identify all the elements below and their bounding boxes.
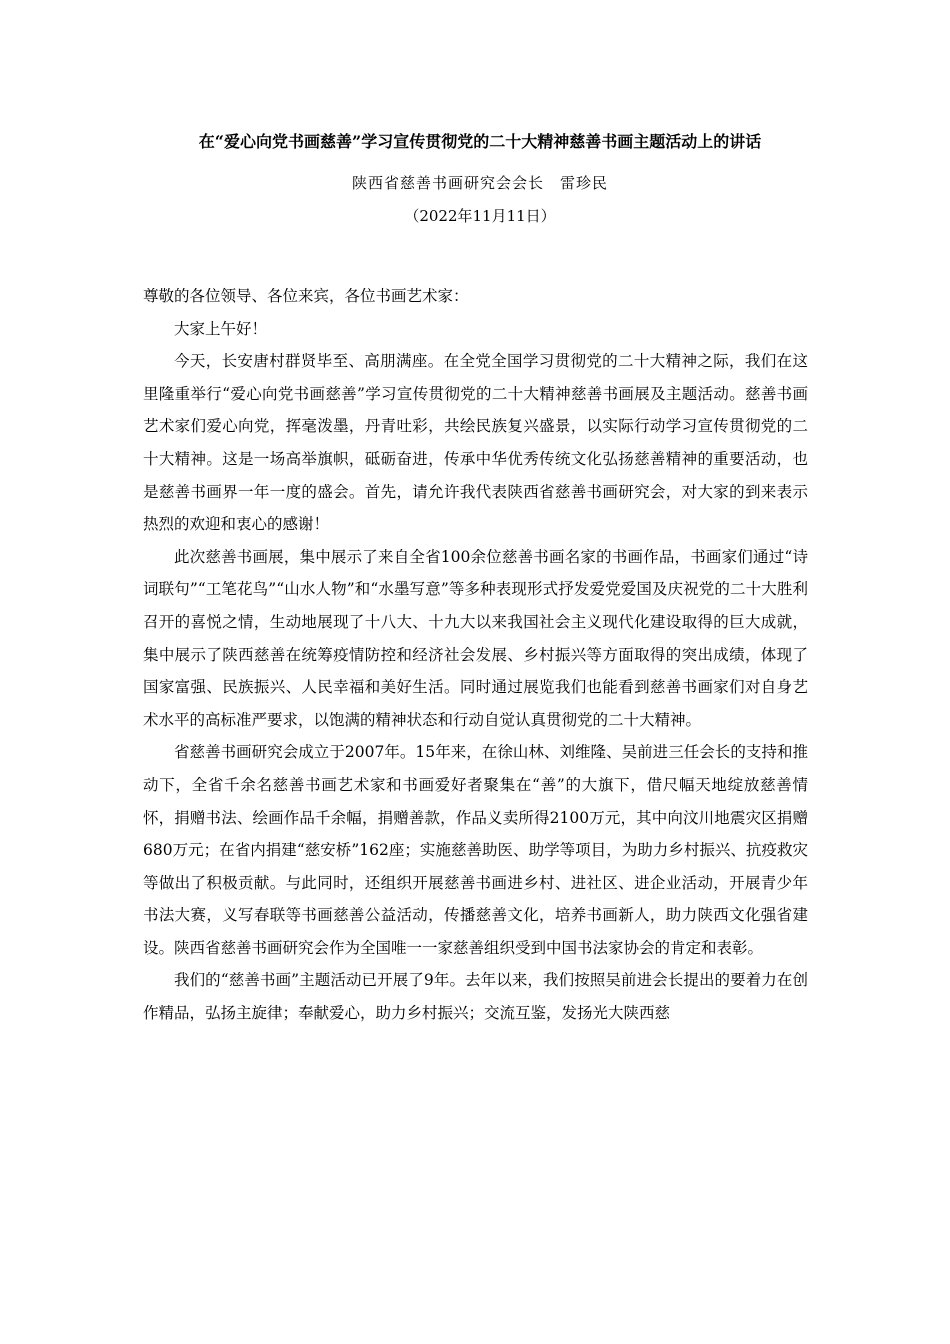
paragraph-activities: 我们的“慈善书画”主题活动已开展了9年。去年以来，我们按照吴前进会长提出的要着力在创作精品，弘扬主旋律；奉献爱心，助力乡村振兴；交流互鉴，发扬光大陕西慈: [143, 971, 808, 1023]
paragraph-opening: 今天，长安唐村群贤毕至、高朋满座。在全党全国学习贯彻党的二十大精神之际，我们在这里隆重举行“爱心向党书画慈善”学习宣传贯彻党的二十大精神慈善书画展及主题活动。慈善书画艺术家们爱心向党，挥毫泼墨，丹青吐彩，共绘民族复兴盛景，以实际行动学习宣传贯彻党的二十大精神。这是一场高举旗帜，砥砺奋进，传承中华优秀传统文化弘扬慈善精神的重要活动，也是慈善书画界一年一度的盛会。首先，请允许我代表陕西省慈善书画研究会，对大家的到来表示热烈的欢迎和衷心的感谢！: [143, 352, 808, 534]
paragraph-exhibition: 此次慈善书画展，集中展示了来自全省100余位慈善书画名家的书画作品，书画家们通过“诗词联句”“工笔花鸟”“山水人物”和“水墨写意”等多种表现形式抒发爱党爱国及庆祝党的二十大胜利召开的喜悦之情，生动地展现了十八大、十九大以来我国社会主义现代化建设取得的巨大成就，集中展示了陕西慈善在统筹疫情防控和经济社会发展、乡村振兴等方面取得的突出成绩，体现了国家富强、民族振兴、人民幸福和美好生活。同时通过展览我们也能看到慈善书画家们对自身艺术水平的高标准严要求，以饱满的精神状态和行动自觉认真贯彻党的二十大精神。: [143, 547, 808, 729]
salutation: 尊敬的各位领导、各位来宾，各位书画艺术家：: [143, 287, 469, 305]
speech-title: 在“爱心向党书画慈善”学习宣传贯彻党的二十大精神慈善书画主题活动上的讲话: [198, 132, 762, 151]
speech-date: （2022年11月11日）: [404, 207, 556, 225]
speech-body: [143, 280, 808, 1030]
speaker-line: 陕西省慈善书画研究会会长 雷珍民: [351, 174, 608, 192]
paragraph-history: 省慈善书画研究会成立于2007年。15年来，在徐山林、刘维隆、吴前进三任会长的支持和推动下，全省千余名慈善书画艺术家和书画爱好者聚集在“善”的大旗下，借尺幅天地绽放慈善情怀，捐赠书法、绘画作品千余幅，捐赠善款，作品义卖所得2100万元，其中向汶川地震灾区捐赠680万元；在省内捐建“慈安桥”162座；实施慈善助医、助学等项目，为助力乡村振兴、抗疫救灾等做出了积极贡献。与此同时，还组织开展慈善书画进乡村、进社区、进企业活动，开展青少年书法大赛，义写春联等书画慈善公益活动，传播慈善文化，培养书画新人，助力陕西文化强省建设。陕西省慈善书画研究会作为全国唯一一家慈善组织受到中国书法家协会的肯定和表彰。: [143, 743, 808, 957]
paragraph-greeting: 大家上午好！: [174, 319, 268, 338]
